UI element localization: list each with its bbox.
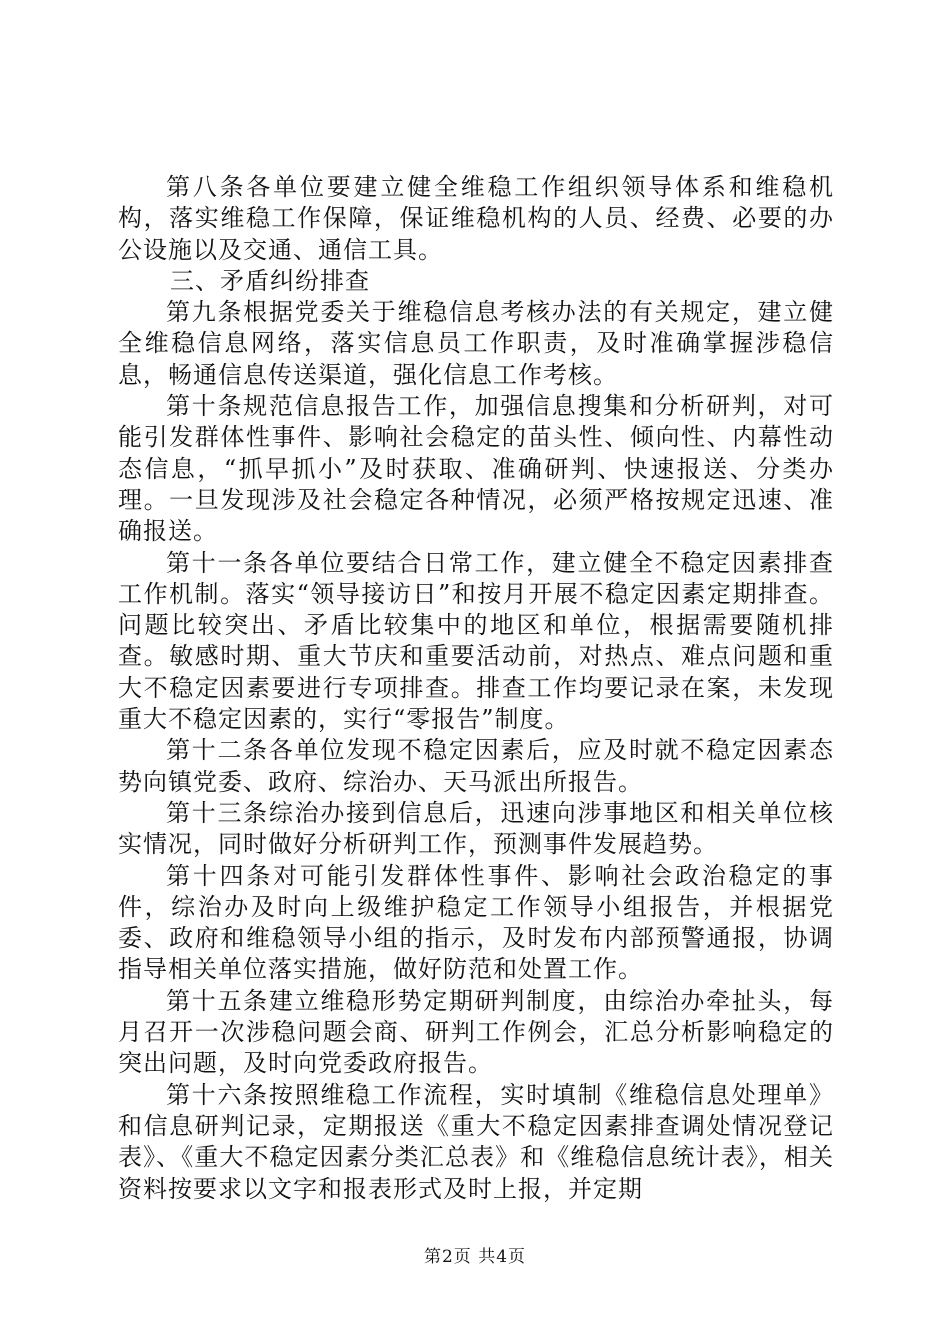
section-heading-dispute-screening: 三、矛盾纠纷排查: [170, 266, 370, 295]
paragraph-article-14: 第十四条对可能引发群体性事件、影响社会政治稳定的事件，综治办及时向上级维护稳定工作领导小组报告，并根据党委、政府和维稳领导小组的指示，及时发布内部预警通报，协调指导相关单位落实措施，做好防范和处置工作。: [118, 861, 834, 984]
paragraph-article-12: 第十二条各单位发现不稳定因素后，应及时就不稳定因素态势向镇党委、政府、综治办、天马派出所报告。: [118, 736, 834, 796]
document-body: [118, 172, 834, 1205]
paragraph-article-11: 第十一条各单位要结合日常工作，建立健全不稳定因素排查工作机制。落实“领导接访日”和按月开展不稳定因素定期排查。问题比较突出、矛盾比较集中的地区和单位，根据需要随机排查。敏感时期、重大节庆和重要活动前，对热点、难点问题和重大不稳定因素要进行专项排查。排查工作均要记录在案，未发现重大不稳定因素的，实行“零报告”制度。: [118, 548, 834, 734]
paragraph-article-15: 第十五条建立维稳形势定期研判制度，由综治办牵扯头，每月召开一次涉稳问题会商、研判工作例会，汇总分析影响稳定的突出问题，及时向党委政府报告。: [118, 986, 834, 1078]
paragraph-article-10: 第十条规范信息报告工作，加强信息搜集和分析研判，对可能引发群体性事件、影响社会稳定的苗头性、倾向性、内幕性动态信息，“抓早抓小”及时获取、准确研判、快速报送、分类办理。一旦发现涉及社会稳定各种情况，必须严格按规定迅速、准确报送。: [118, 392, 834, 546]
paragraph-article-13: 第十三条综治办接到信息后，迅速向涉事地区和相关单位核实情况，同时做好分析研判工作，预测事件发展趋势。: [118, 798, 834, 859]
paragraph-article-16: 第十六条按照维稳工作流程，实时填制《维稳信息处理单》和信息研判记录，定期报送《重大不稳定因素排查调处情况登记表》、《重大不稳定因素分类汇总表》和《维稳信息统计表》，相关资料按要求以文字和报表形式及时上报，并定期: [118, 1080, 834, 1203]
paragraph-article-8: 第八条各单位要建立健全维稳工作组织领导体系和维稳机构，落实维稳工作保障，保证维稳机构的人员、经费、必要的办公设施以及交通、通信工具。: [118, 173, 834, 264]
paragraph-article-9: 第九条根据党委关于维稳信息考核办法的有关规定，建立健全维稳信息网络，落实信息员工作职责，及时准确掌握涉稳信息，畅通信息传送渠道，强化信息工作考核。: [118, 298, 834, 389]
page-number-footer: 第2页 共4页: [423, 1247, 527, 1267]
